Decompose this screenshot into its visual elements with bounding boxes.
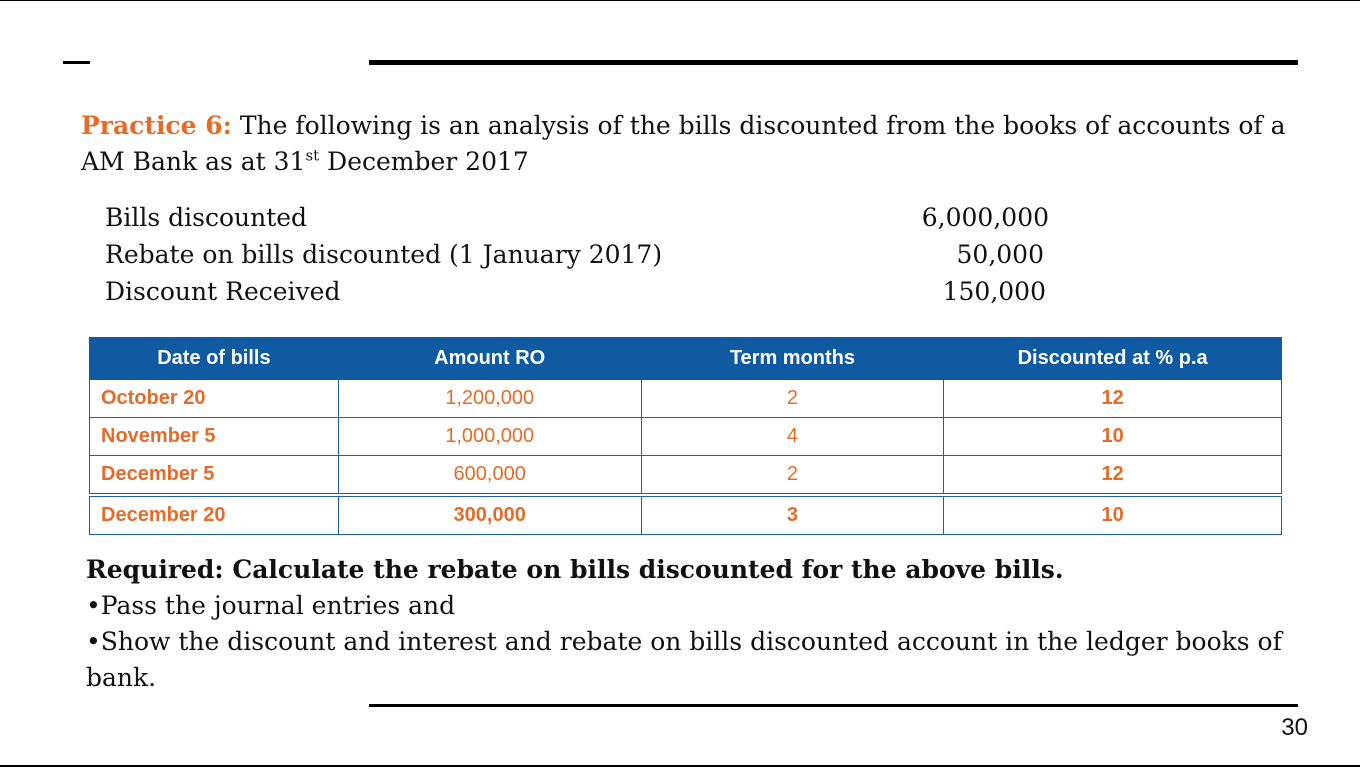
bullet-icon: • (86, 591, 101, 620)
intro-text-end: December 2017 (319, 147, 529, 176)
cell-amount: 600,000 (338, 456, 641, 496)
summary-row (105, 273, 1055, 310)
cell-date: December 20 (90, 495, 339, 535)
intro-text: The following is an analysis of the bills discounted from the books of accounts of a AM Bank as at 31 (81, 111, 1286, 176)
summary-label: Discount Received (105, 277, 341, 306)
header-term: Term months (641, 338, 944, 380)
table-row (90, 495, 1282, 535)
summary-list (105, 199, 1055, 310)
bullet-text: Pass the journal entries and (100, 591, 456, 620)
cell-rate: 12 (944, 380, 1282, 418)
summary-label: Rebate on bills discounted (1 January 2017) (105, 240, 663, 269)
footer-rule (369, 704, 1298, 707)
cell-rate: 10 (944, 418, 1282, 456)
summary-value: 6,000,000 (921, 203, 1049, 232)
table-row (90, 380, 1282, 418)
header-rule (369, 60, 1298, 65)
slide-bottom-border (0, 765, 1360, 767)
cell-date: December 5 (90, 456, 339, 496)
cell-term: 2 (641, 456, 944, 496)
cell-rate: 10 (944, 495, 1282, 535)
cell-date: November 5 (90, 418, 339, 456)
cell-term: 4 (641, 418, 944, 456)
ordinal-suffix: st (305, 146, 320, 165)
header-date: Date of bills (90, 338, 339, 380)
summary-row (105, 199, 1055, 236)
header-amount: Amount RO (338, 338, 641, 380)
bills-table (89, 337, 1282, 535)
summary-value: 150,000 (942, 277, 1046, 306)
practice-label: Practice 6: (81, 111, 232, 140)
cell-date: October 20 (90, 380, 339, 418)
bullet-icon: • (86, 627, 101, 656)
page-number: 30 (1281, 714, 1308, 741)
summary-label: Bills discounted (105, 203, 308, 232)
header-rate: Discounted at % p.a (944, 338, 1282, 380)
summary-value: 50,000 (956, 240, 1044, 269)
slide-top-border (0, 0, 1360, 1)
cell-amount: 1,000,000 (338, 418, 641, 456)
cell-amount: 1,200,000 (338, 380, 641, 418)
table-header-row (90, 338, 1282, 380)
required-section (86, 552, 1316, 696)
cell-rate: 12 (944, 456, 1282, 496)
cell-term: 3 (641, 495, 944, 535)
summary-row (105, 236, 1055, 273)
cell-term: 2 (641, 380, 944, 418)
cell-amount: 300,000 (338, 495, 641, 535)
table-row (90, 456, 1282, 496)
intro-paragraph (81, 108, 1311, 180)
table-row (90, 418, 1282, 456)
required-title: Required: Calculate the rebate on bills discounted for the above bills. (86, 555, 1064, 584)
bullet-text: Show the discount and interest and rebate on bills discounted account in the ledger books of bank. (86, 627, 1282, 692)
bullet-item (86, 588, 1316, 624)
title-dash (63, 61, 90, 64)
bullet-item (86, 624, 1316, 696)
